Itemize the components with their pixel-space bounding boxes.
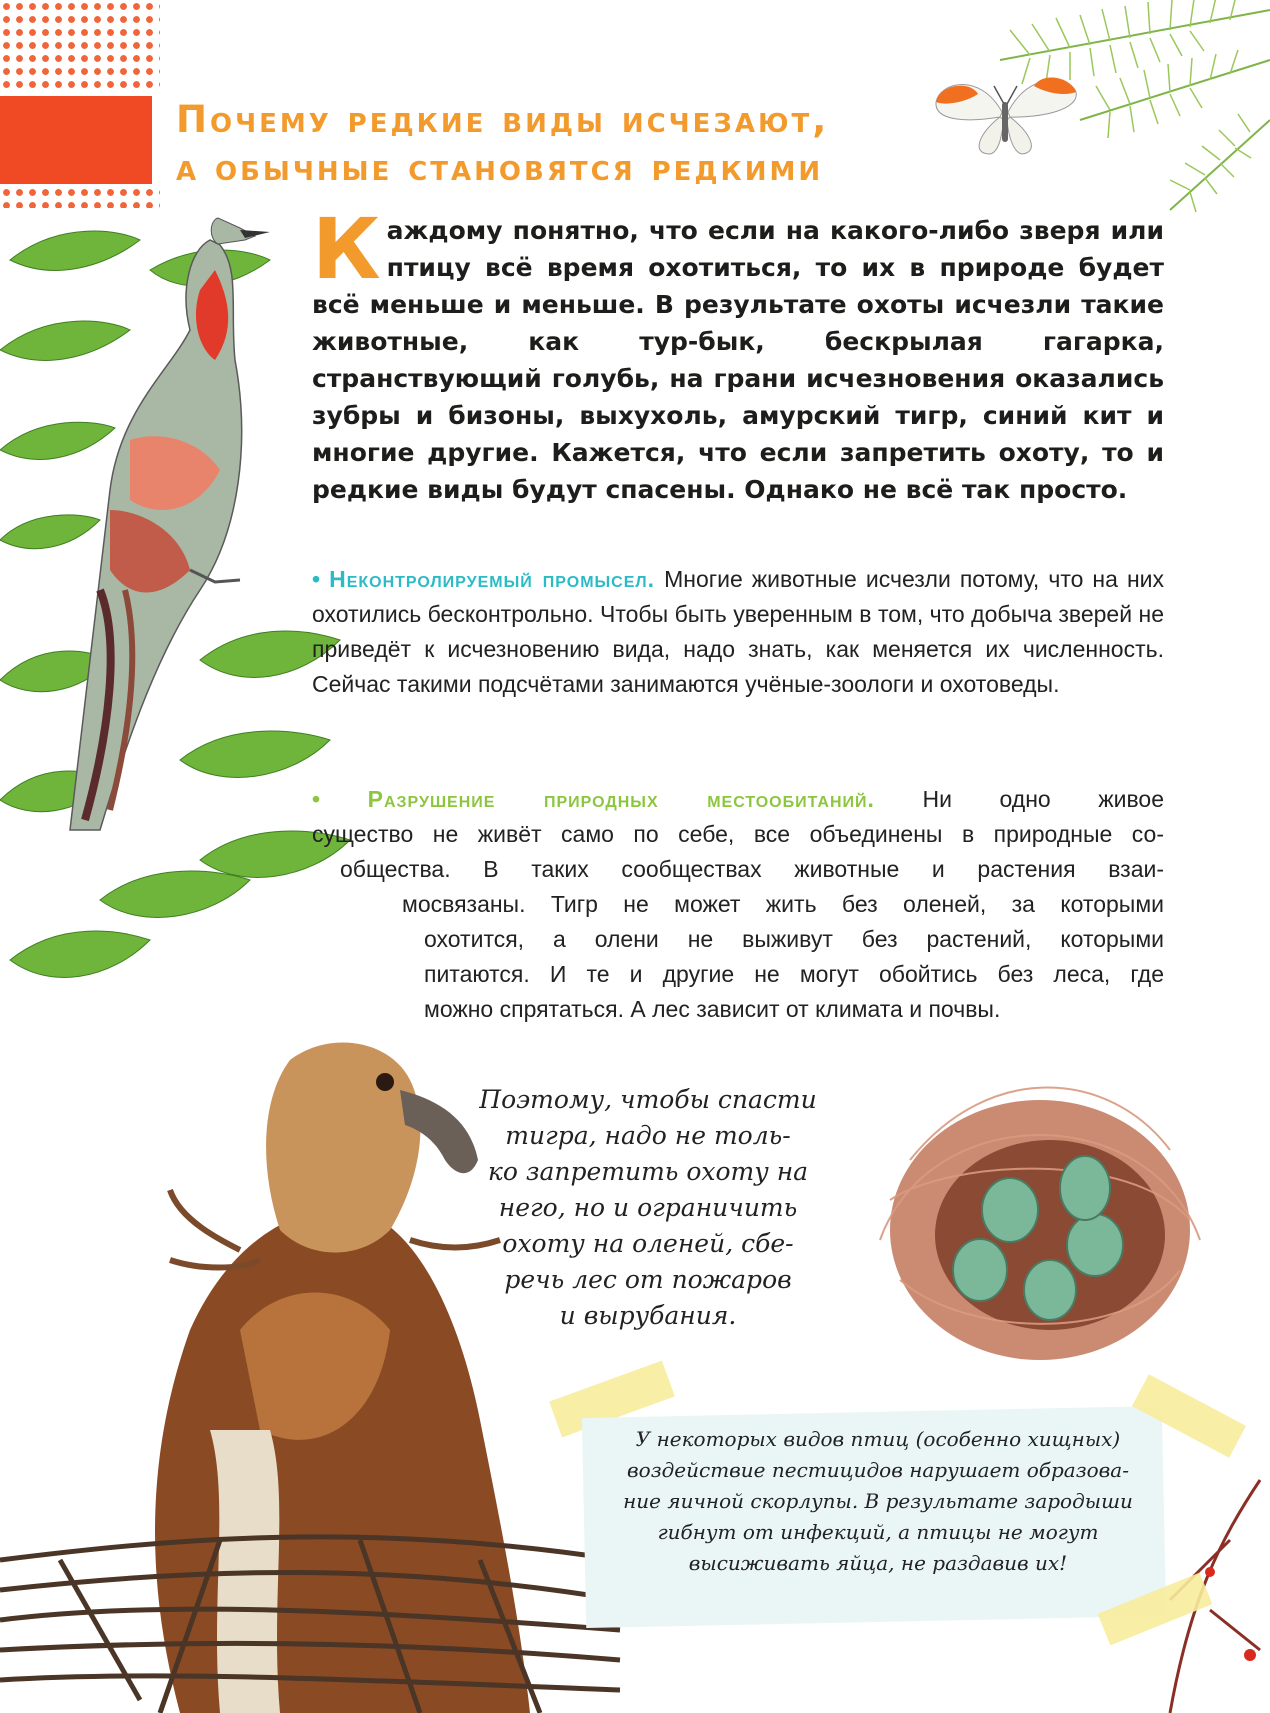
section-habitat-destruction bbox=[312, 782, 1164, 1027]
callout-line: гибнут от инфекций, а птицы не могут bbox=[657, 1520, 1099, 1544]
note-line: и вырубания. bbox=[559, 1301, 737, 1330]
callout-line: ние яичной скорлупы. В результате зародыши bbox=[623, 1489, 1133, 1513]
passenger-pigeon-illustration bbox=[40, 210, 260, 850]
section-text-line: существо не живёт само по себе, все объединены в природные со- bbox=[312, 821, 1164, 847]
section-text-line: охотится, а олени не выживут без растений, которыми bbox=[424, 926, 1164, 952]
dropcap: К bbox=[312, 200, 381, 298]
section-text: Многие животные исчезли потому, что на них охотились бесконтрольно. Чтобы быть уверенным в том, что добыча зверей не приведёт к исчезновению вида, надо знать, как меняется их численность. Сейчас такими подсчётами занимаются учёные-зоологи и охотоведы. bbox=[312, 566, 1165, 697]
callout-text bbox=[608, 1424, 1148, 1579]
title-line-2: а обычные становятся редкими bbox=[176, 146, 824, 189]
nest-with-eggs-illustration bbox=[870, 1040, 1200, 1380]
section-text-line: Ни одно живое bbox=[922, 786, 1165, 812]
note-line: охоту на оленей, сбе- bbox=[502, 1229, 794, 1258]
intro-text: аждому понятно, что если на какого-либо зверя или птицу всё время охотиться, то их в природе будет всё меньше и меньше. В результате охоты исчезли такие животные, как тур-бык, бескрылая гагарка, странствующий голубь, на грани исчезновения оказались зубры и бизоны, выхухоль, амурский тигр, синий кит и многие другие. Кажется, что если запретить охоту, то и редкие виды будут спасены. Однако не всё так просто. bbox=[312, 216, 1164, 504]
note-line: него, но и ограничить bbox=[498, 1193, 798, 1222]
callout-line: высиживать яйца, не раздавив их! bbox=[688, 1551, 1068, 1575]
intro-paragraph bbox=[312, 200, 1164, 508]
section-heading: Разрушение природных местообитаний. bbox=[367, 786, 875, 812]
handwritten-note bbox=[468, 1082, 828, 1334]
callout-line: У некоторых видов птиц (особенно хищных) bbox=[635, 1427, 1121, 1451]
section-text-line: можно спрятаться. А лес зависит от климата и почвы. bbox=[424, 996, 1001, 1022]
section-text-line: питаются. И те и другие не могут обойтись без леса, где bbox=[424, 961, 1164, 987]
note-line: ко запретить охоту на bbox=[487, 1157, 809, 1186]
red-accent-block bbox=[0, 96, 152, 184]
callout-line: воздействие пестицидов нарушает образова- bbox=[627, 1458, 1129, 1482]
bullet: • bbox=[312, 786, 321, 812]
butterfly-illustration bbox=[930, 62, 1080, 162]
note-line: тигра, надо не толь- bbox=[505, 1121, 791, 1150]
section-text-line: общества. В таких сообществах животные и растения взаи- bbox=[340, 856, 1164, 882]
dot-pattern-top bbox=[0, 0, 160, 90]
note-line: речь лес от пожаров bbox=[504, 1265, 792, 1294]
section-uncontrolled-hunting bbox=[312, 562, 1164, 702]
note-line: Поэтому, чтобы спасти bbox=[479, 1085, 817, 1114]
bullet: • bbox=[312, 566, 321, 592]
title-line-1: Почему редкие виды исчезают, bbox=[176, 98, 830, 141]
section-heading: Неконтролируемый промысел. bbox=[329, 566, 656, 592]
page-title bbox=[176, 96, 936, 192]
section-text-line: мосвязаны. Тигр не может жить без оленей, за которыми bbox=[402, 891, 1164, 917]
